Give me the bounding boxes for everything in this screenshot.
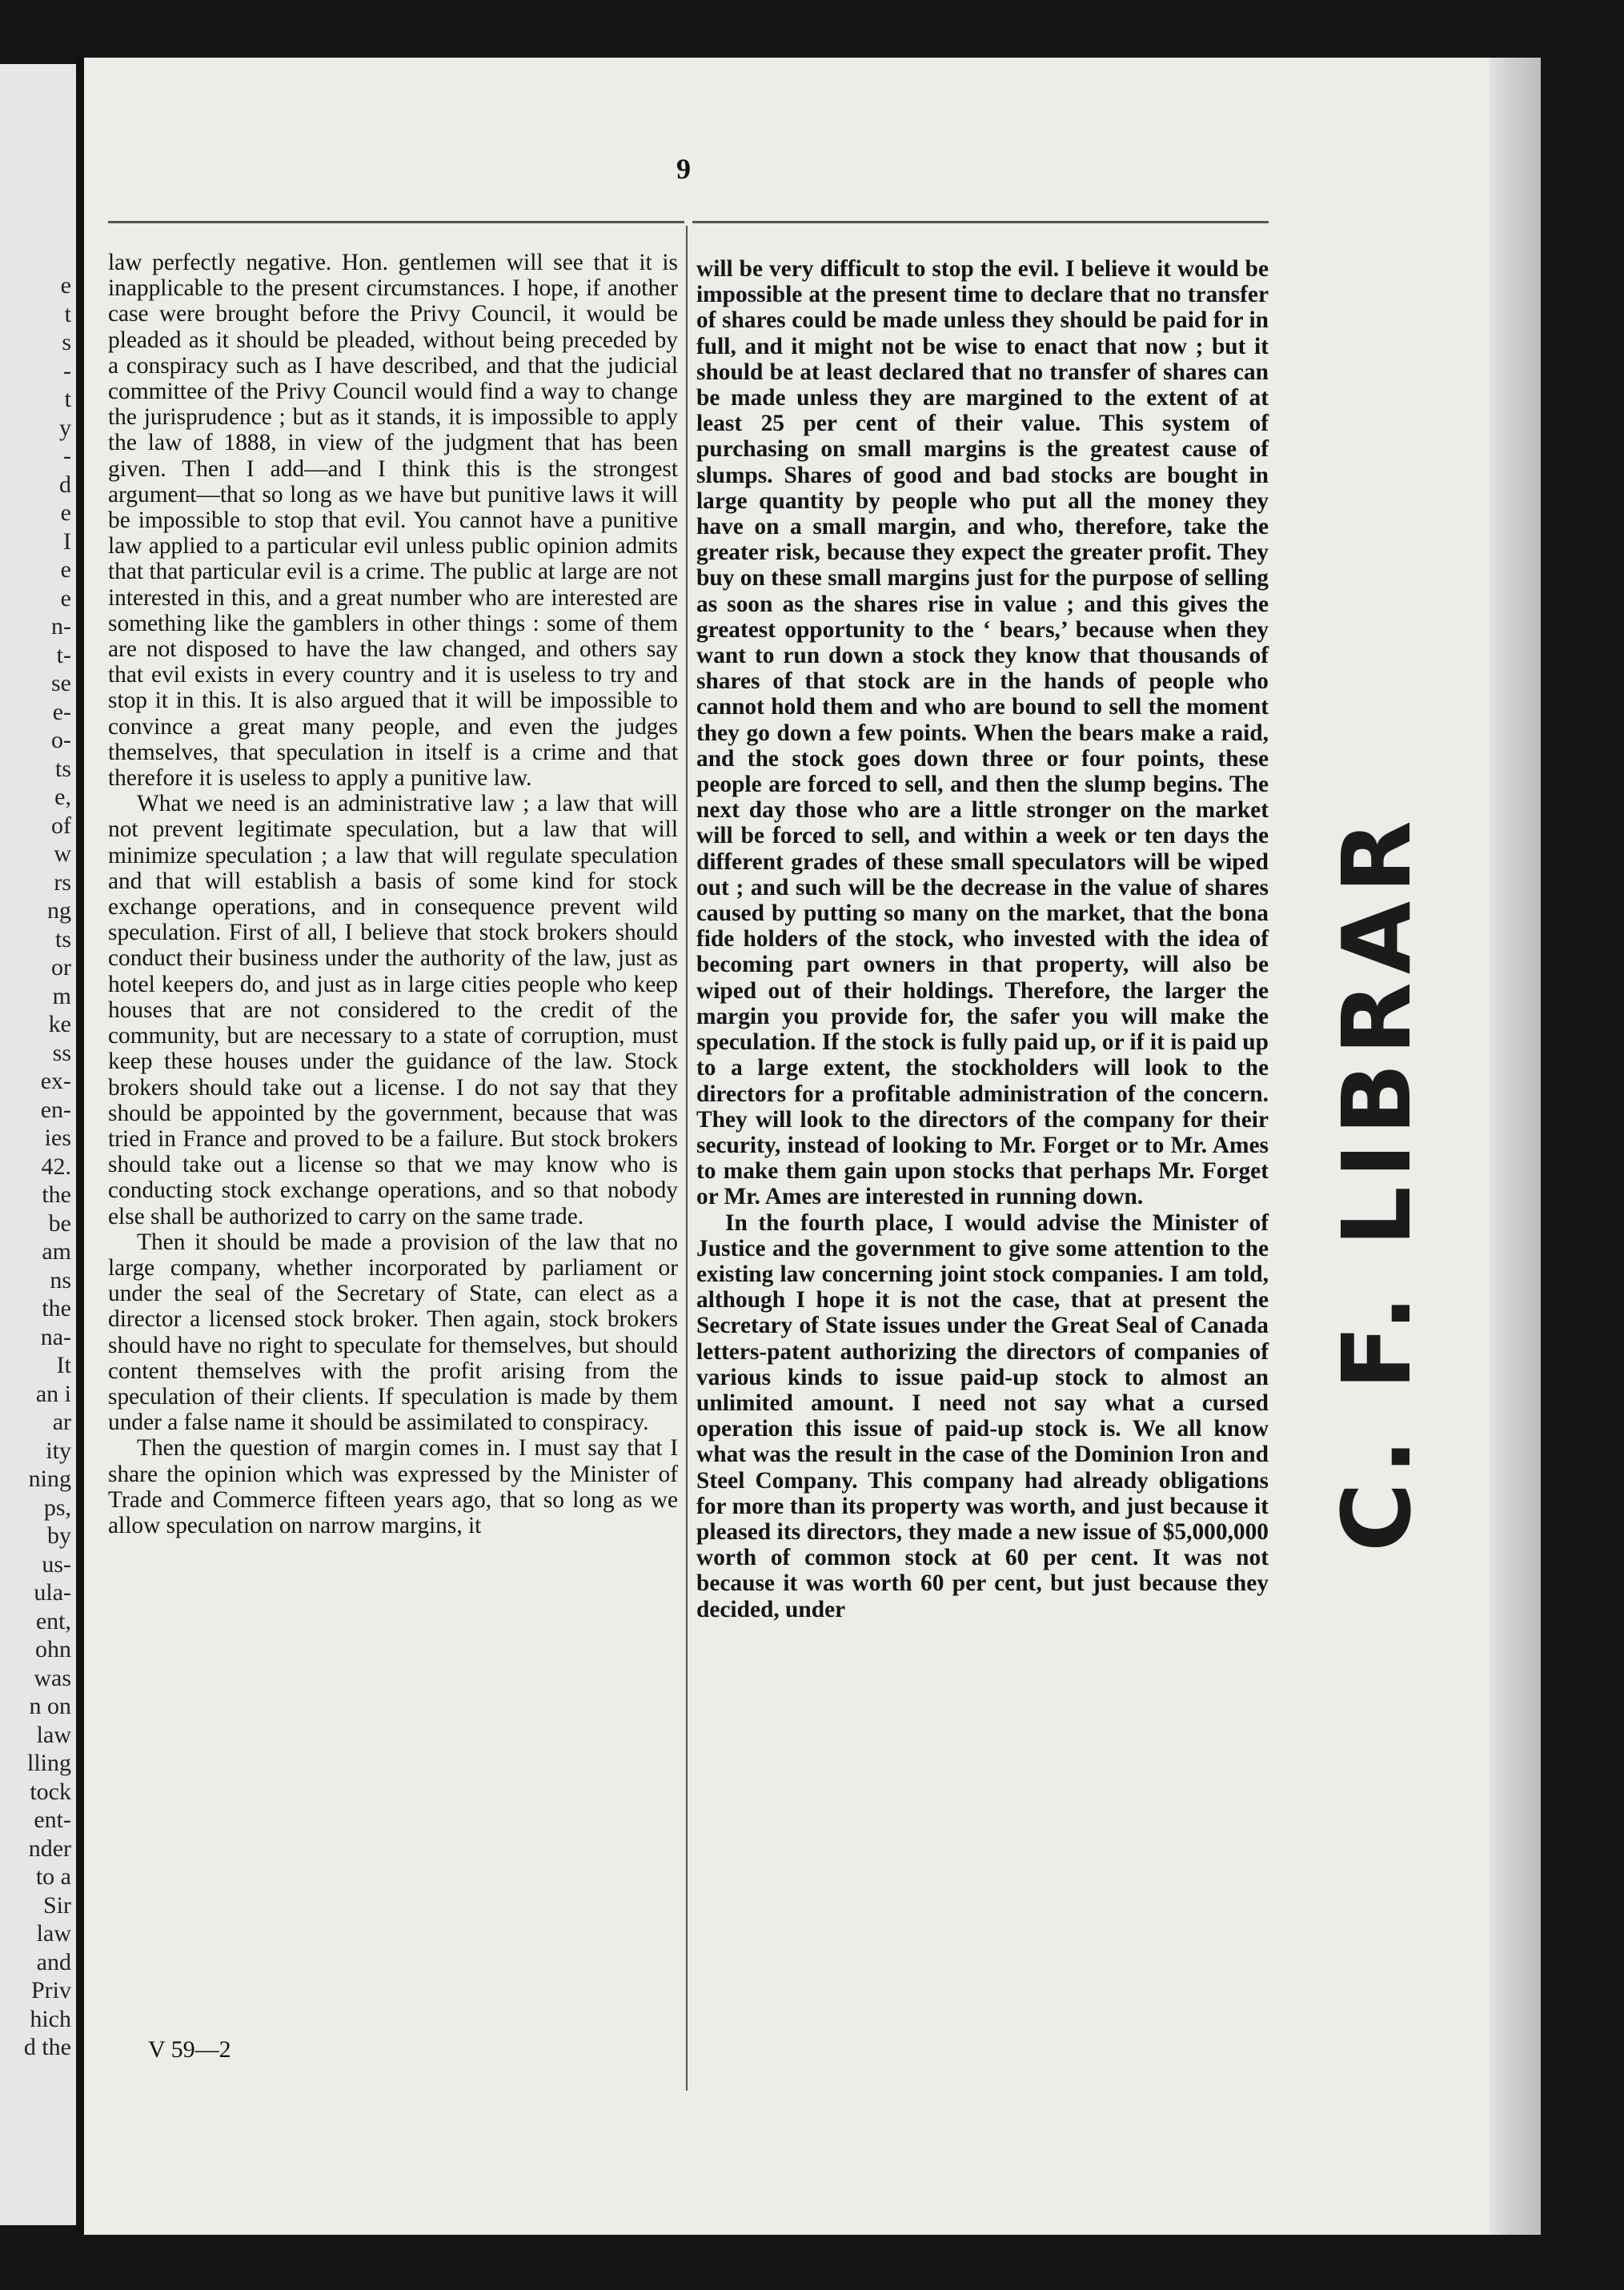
previous-page-fragment: law (36, 1920, 71, 1947)
library-stamp (1317, 812, 1437, 1552)
previous-page-fragment: e (60, 584, 71, 612)
previous-page-fragment: e, (54, 784, 71, 810)
previous-page-fragment: It (56, 1352, 71, 1378)
previous-page-fragment: the (42, 1295, 71, 1321)
previous-page-fragment: of (51, 812, 71, 839)
book-gutter (76, 56, 84, 2233)
previous-page-fragment: tock (30, 1778, 71, 1805)
previous-page-fragment: o- (51, 727, 71, 753)
previous-page-fragment: na- (40, 1323, 71, 1350)
previous-page-fragment: se (51, 670, 71, 696)
previous-page-fragment: to a (35, 1863, 71, 1890)
previous-page-fragment: ts (54, 925, 71, 952)
previous-page-fragment: ula- (34, 1579, 71, 1606)
previous-page-fragment: Priv (30, 1977, 71, 2003)
previous-page-fragment: e (60, 272, 71, 299)
previous-page-edge (0, 64, 76, 2225)
previous-page-fragment: e (60, 499, 71, 526)
previous-page-fragment: s (62, 329, 71, 355)
previous-page-fragment: d the (23, 2034, 71, 2060)
previous-page-fragment: m (52, 982, 71, 1009)
paragraph: law perfectly negative. Hon. gentlemen will see that it is inapplicable to the present circumstances. I hope, if another case were brought before the Privy Council, it would be pleaded as it should be pleaded, without being preceded by a conspiracy such as I have described, and that the judicial committee of the Privy Council would find a way to change the jurisprudence ; but as it stands, it is impossible to apply the law of 1888, in view of the judgment that has been given. Then I add—and I think this is the strongest argument—that so long as we have but punitive laws it will be impossible to stop that evil. You cannot have a punitive law applied to a particular evil unless public opinion admits that that particular evil is a crime. The public at large are not interested in this, and a great number who are interested are something like the gamblers in other things : some of them are not disposed to have the law changed, and others say that evil exists in every country and it is useless to try and stop it in this. It is also argued that it will be impossible to convince a great many people, and even the judges themselves, that speculation in itself is a crime and that therefore it is useless to apply a punitive law. (108, 250, 678, 792)
previous-page-fragment: ex- (40, 1068, 71, 1094)
previous-page-fragment: ies (44, 1125, 71, 1151)
previous-page-fragment: or (51, 954, 71, 981)
previous-page-fragment: y (59, 414, 71, 441)
previous-page-fragment: ng (47, 897, 71, 924)
previous-page-fragment: rs (54, 868, 71, 896)
previous-page-fragment: lling (26, 1750, 71, 1776)
previous-page-fragment: ts (54, 755, 71, 782)
page (84, 58, 1541, 2235)
header-rule-left (108, 221, 684, 223)
previous-page-fragment: us- (42, 1550, 71, 1578)
previous-page-fragment: am (42, 1238, 71, 1265)
previous-page-fragment: be (48, 1209, 71, 1237)
paragraph: In the fourth place, I would advise the Minister of Justice and the government to give some attention to the existing law concerning joint stock companies. I am told, although I hope it is not the case, that at present the Secretary of State issues under the Great Seal of Canada letters-patent authorizing the directors of companies of various kinds to issue paid-up stock to almost an unlimited amount. I need not say what a cursed operation this issue of paid-up stock is. We all know what was the result in the case of the Dominion Iron and Steel Company. This company had already obligations for more than its property was worth, and just because it pleased its directors, they made a new issue of $5,000,000 worth of common stock at 60 per cent. It was not because it was worth 60 per cent, but just because they decided, under (696, 1209, 1269, 1622)
previous-page-fragment: t- (56, 641, 71, 668)
left-column (108, 250, 678, 1538)
previous-page-fragment: n on (29, 1693, 71, 1719)
previous-page-fragment: ent, (35, 1607, 71, 1634)
previous-page-fragment: t (64, 300, 71, 327)
previous-page-fragment: Sir (42, 1891, 71, 1919)
paragraph: What we need is an administrative law ; a law that will not prevent legitimate speculation, but a law that will minimize speculation ; a law that will regulate speculation and that will establish a basis of some kind for stock exchange operations, and in consequence prevent wild speculation. First of all, I believe that stock brokers should conduct their business under the authority of the law, just as hotel keepers do, and just as in large cities people who keep houses that are not considered to the credit of the community, but are necessary to a state of corruption, must keep these houses under the guidance of the law. Stock brokers should take out a license. I do not say that they should be appointed by the government, because that was tried in France and proved to be a failure. But stock brokers should take out a license so that we may know who is conducting stock exchange operations, and so that nobody else shall be authorized to carry on the same trade. (108, 791, 678, 1229)
paragraph: Then the question of margin comes in. I must say that I share the opinion which was expressed by the Minister of Trade and Commerce fifteen years ago, that so long as we allow speculation on narrow margins, it (108, 1435, 678, 1538)
previous-page-fragment: ohn (35, 1636, 71, 1662)
previous-page-fragment: en- (40, 1096, 71, 1123)
previous-page-fragment: e- (52, 698, 71, 725)
previous-page-fragment: was (34, 1664, 71, 1691)
previous-page-fragment: 42. (41, 1153, 71, 1180)
header-rule-right (692, 221, 1269, 223)
previous-page-fragment: hich (30, 2005, 71, 2032)
page-number: 9 (676, 153, 691, 185)
previous-page-fragment: ning (28, 1466, 71, 1492)
signature-mark: V 59—2 (148, 2036, 231, 2063)
page-edge-shadow (1489, 58, 1541, 2235)
paragraph: Then it should be made a provision of the law that no large company, whether incorporated by parliament or under the seal of the Secretary of State, can elect as a director a licensed stock broker. Then again, stock brokers should have no right to speculate for themselves, but should content themselves with the profit arising from the speculation of their clients. If speculation is made by them under a false name it should be assimilated to conspiracy. (108, 1229, 678, 1436)
previous-page-fragment: - (63, 443, 71, 469)
right-column (696, 256, 1269, 1622)
previous-page-fragment: ity (46, 1437, 71, 1464)
previous-page-fragment: an i (35, 1380, 71, 1407)
previous-page-fragment: ar (52, 1409, 71, 1435)
previous-page-fragment: d (59, 471, 71, 498)
previous-page-fragment: ss (52, 1039, 71, 1066)
previous-page-fragment: t (64, 386, 71, 412)
previous-page-fragment: and (36, 1948, 71, 1975)
previous-page-fragment: by (47, 1522, 71, 1549)
previous-page-fragment: ns (50, 1266, 71, 1293)
previous-page-fragment: I (63, 527, 71, 555)
previous-page-fragment: ps, (43, 1494, 71, 1521)
previous-page-fragment: nder (28, 1835, 71, 1862)
previous-page-fragment: e (60, 556, 71, 583)
previous-page-fragment: law (36, 1721, 71, 1748)
library-stamp-text: C. F. LIBRAR (1321, 812, 1432, 1552)
previous-page-fragment: n- (51, 613, 71, 640)
paragraph: will be very difficult to stop the evil. I believe it would be impossible at the present time to declare that no transfer of shares could be made unless they should be paid for in full, and it might not be wise to enact that now ; but it should be at least declared that no transfer of shares can be made unless they are margined to the extent of at least 25 per cent of their value. This system of purchasing on small margins is the greatest cause of slumps. Shares of good and bad stocks are bought in large quantity by people who put all the money they have on a small margin, and who, therefore, take the greater risk, because they expect the greater profit. They buy on these small margins just for the purpose of selling as soon as the shares rise in value ; and this gives the greatest opportunity to the ‘ bears,’ because when they want to run down a stock they know that thousands of shares of that stock are in the hands of people who cannot hold them and who are bound to sell the moment they go down a few points. When the bears make a raid, and the stock goes down three or four points, these people are forced to sell, and then the slump begins. The next day those who are a little stronger on the market will be forced to sell, and within a week or ten days the different grades of these small speculators will be wiped out ; and such will be the decrease in the value of shares caused by putting so many on the market, that the bona fide holders of the stock, who invested with the idea of becoming part owners in that property, will also be wiped out of their holdings. Therefore, the larger the margin you provide for, the safer you will make the speculation. If the stock is fully paid up, or if it is paid up to a large extent, the stockholders will look to the directors for a profitable administration of the concern. They will look to the directors of the company for their security, instead of looking to Mr. Forget or to Mr. Ames to make them gain upon stocks that perhaps Mr. Forget or Mr. Ames are interested in running down. (696, 256, 1269, 1210)
column-divider (686, 226, 688, 2091)
previous-page-fragment: ent- (34, 1807, 71, 1833)
previous-page-fragment: the (42, 1181, 71, 1208)
previous-page-fragment: ke (48, 1011, 71, 1037)
previous-page-fragment: w (54, 840, 71, 867)
previous-page-fragment: - (63, 357, 71, 384)
